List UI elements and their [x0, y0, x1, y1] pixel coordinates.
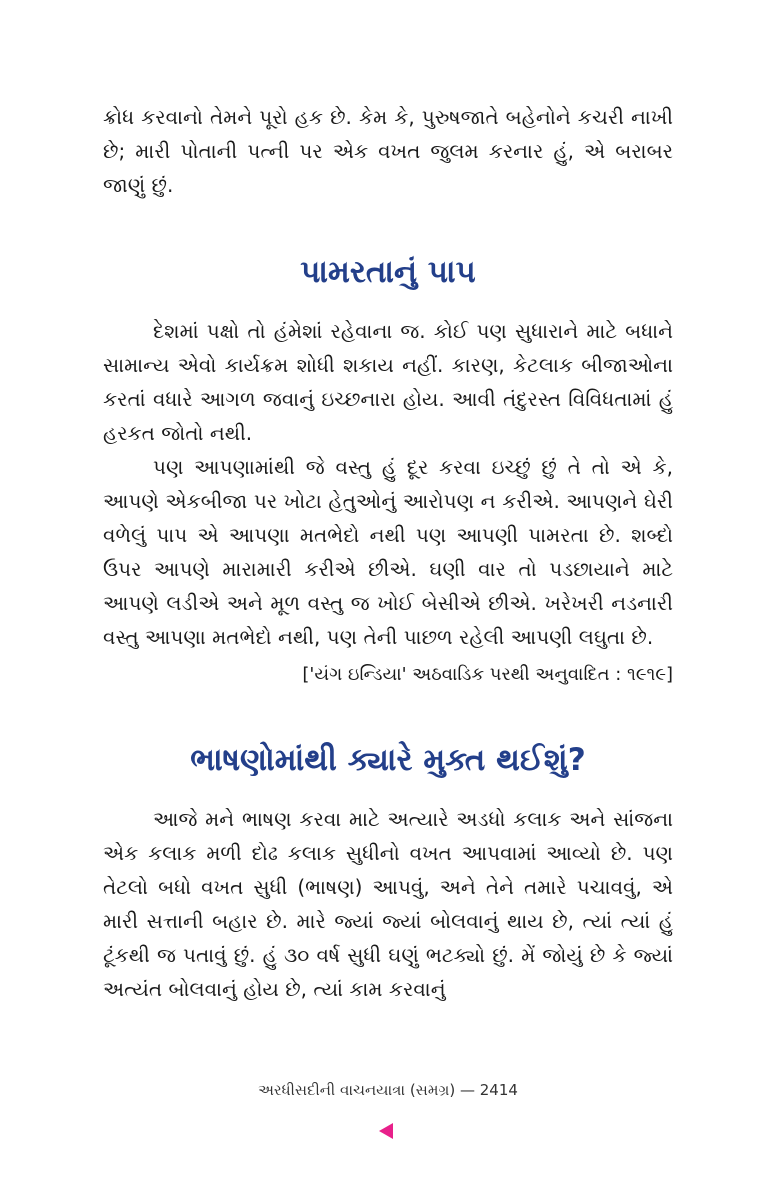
paragraph: દેશમાં પક્ષો તો હંમેશાં રહેવાના જ. કોઈ પણ સુધારાને માટે બધાને સામાન્ય એવો કાર્યક્રમ શોધી શકાય નહીં. કારણ, કેટલાક બીજાઓના કરતાં વધારે આગળ જવાનું ઇચ્છનારા હોય. આવી તંદુરસ્ત વિવિધતામાં હું હરકત જોતો નથી. — [103, 319, 673, 445]
page-body — [103, 100, 673, 1006]
paragraph: આજે મને ભાષણ કરવા માટે અત્યારે અડધો કલાક અને સાંજના એક કલાક મળી દોઢ કલાક સુધીનો વખત આપવામાં આવ્યો છે. પણ તેટલો બધો વખત સુધી (ભાષણ) આપવું, અને તેને તમારે પચાવવું, એ મારી સત્તાની બહાર છે. મારે જ્યાં જ્યાં બોલવાનું થાય છે, ત્યાં ત્યાં હું ટૂંકથી જ પતાવું છું. હું ૩૦ વર્ષ સુધી ઘણું ભટક્યો છું. મેં જોયું છે કે જ્યાં અત્યંત બોલવાનું હોય છે, ત્યાં કામ કરવાનું — [103, 807, 673, 1001]
source-citation: ['યંગ ઇન્ડિયા' અઠવાડિક પરથી અનુવાદિત : ૧૯૧૯] — [302, 664, 673, 685]
section-title-bhashano: ભાષણોમાંથી ક્યારે મુક્ત થઈશું? — [190, 742, 586, 778]
triangle-left-icon[interactable] — [379, 1123, 393, 1139]
page-footer: અરધીસદીની વાચનયાત્રા (સમગ્ર) — 2414 — [258, 1081, 518, 1099]
section-title-pamartanu-pap: પામરતાનું પાપ — [300, 254, 476, 290]
paragraph: પણ આપણામાંથી જે વસ્તુ હું દૂર કરવા ઇચ્છું છું તે તો એ કે, આપણે એકબીજા પર ખોટા હેતુઓનું આરોપણ ન કરીએ. આપણને ઘેરી વળેલું પાપ એ આપણા મતભેદો નથી પણ આપણી પામરતા છે. શબ્દો ઉપર આપણે મારામારી કરીએ છીએ. ઘણી વાર તો પડછાયાને માટે આપણે લડીએ અને મૂળ વસ્તુ જ ખોઈ બેસીએ છીએ. ખરેખરી નડનારી વસ્તુ આપણા મતભેદો નથી, પણ તેની પાછળ રહેલી આપણી લઘુતા છે. — [103, 455, 673, 649]
paragraph-continued: ક્રોધ કરવાનો તેમને પૂરો હક છે. કેમ કે, પુરુષજાતે બહેનોને કચરી નાખી છે; મારી પોતાની પત્ની પર એક વખત જુલમ કરનાર હું, એ બરાબર જાણું છું. — [103, 105, 673, 197]
